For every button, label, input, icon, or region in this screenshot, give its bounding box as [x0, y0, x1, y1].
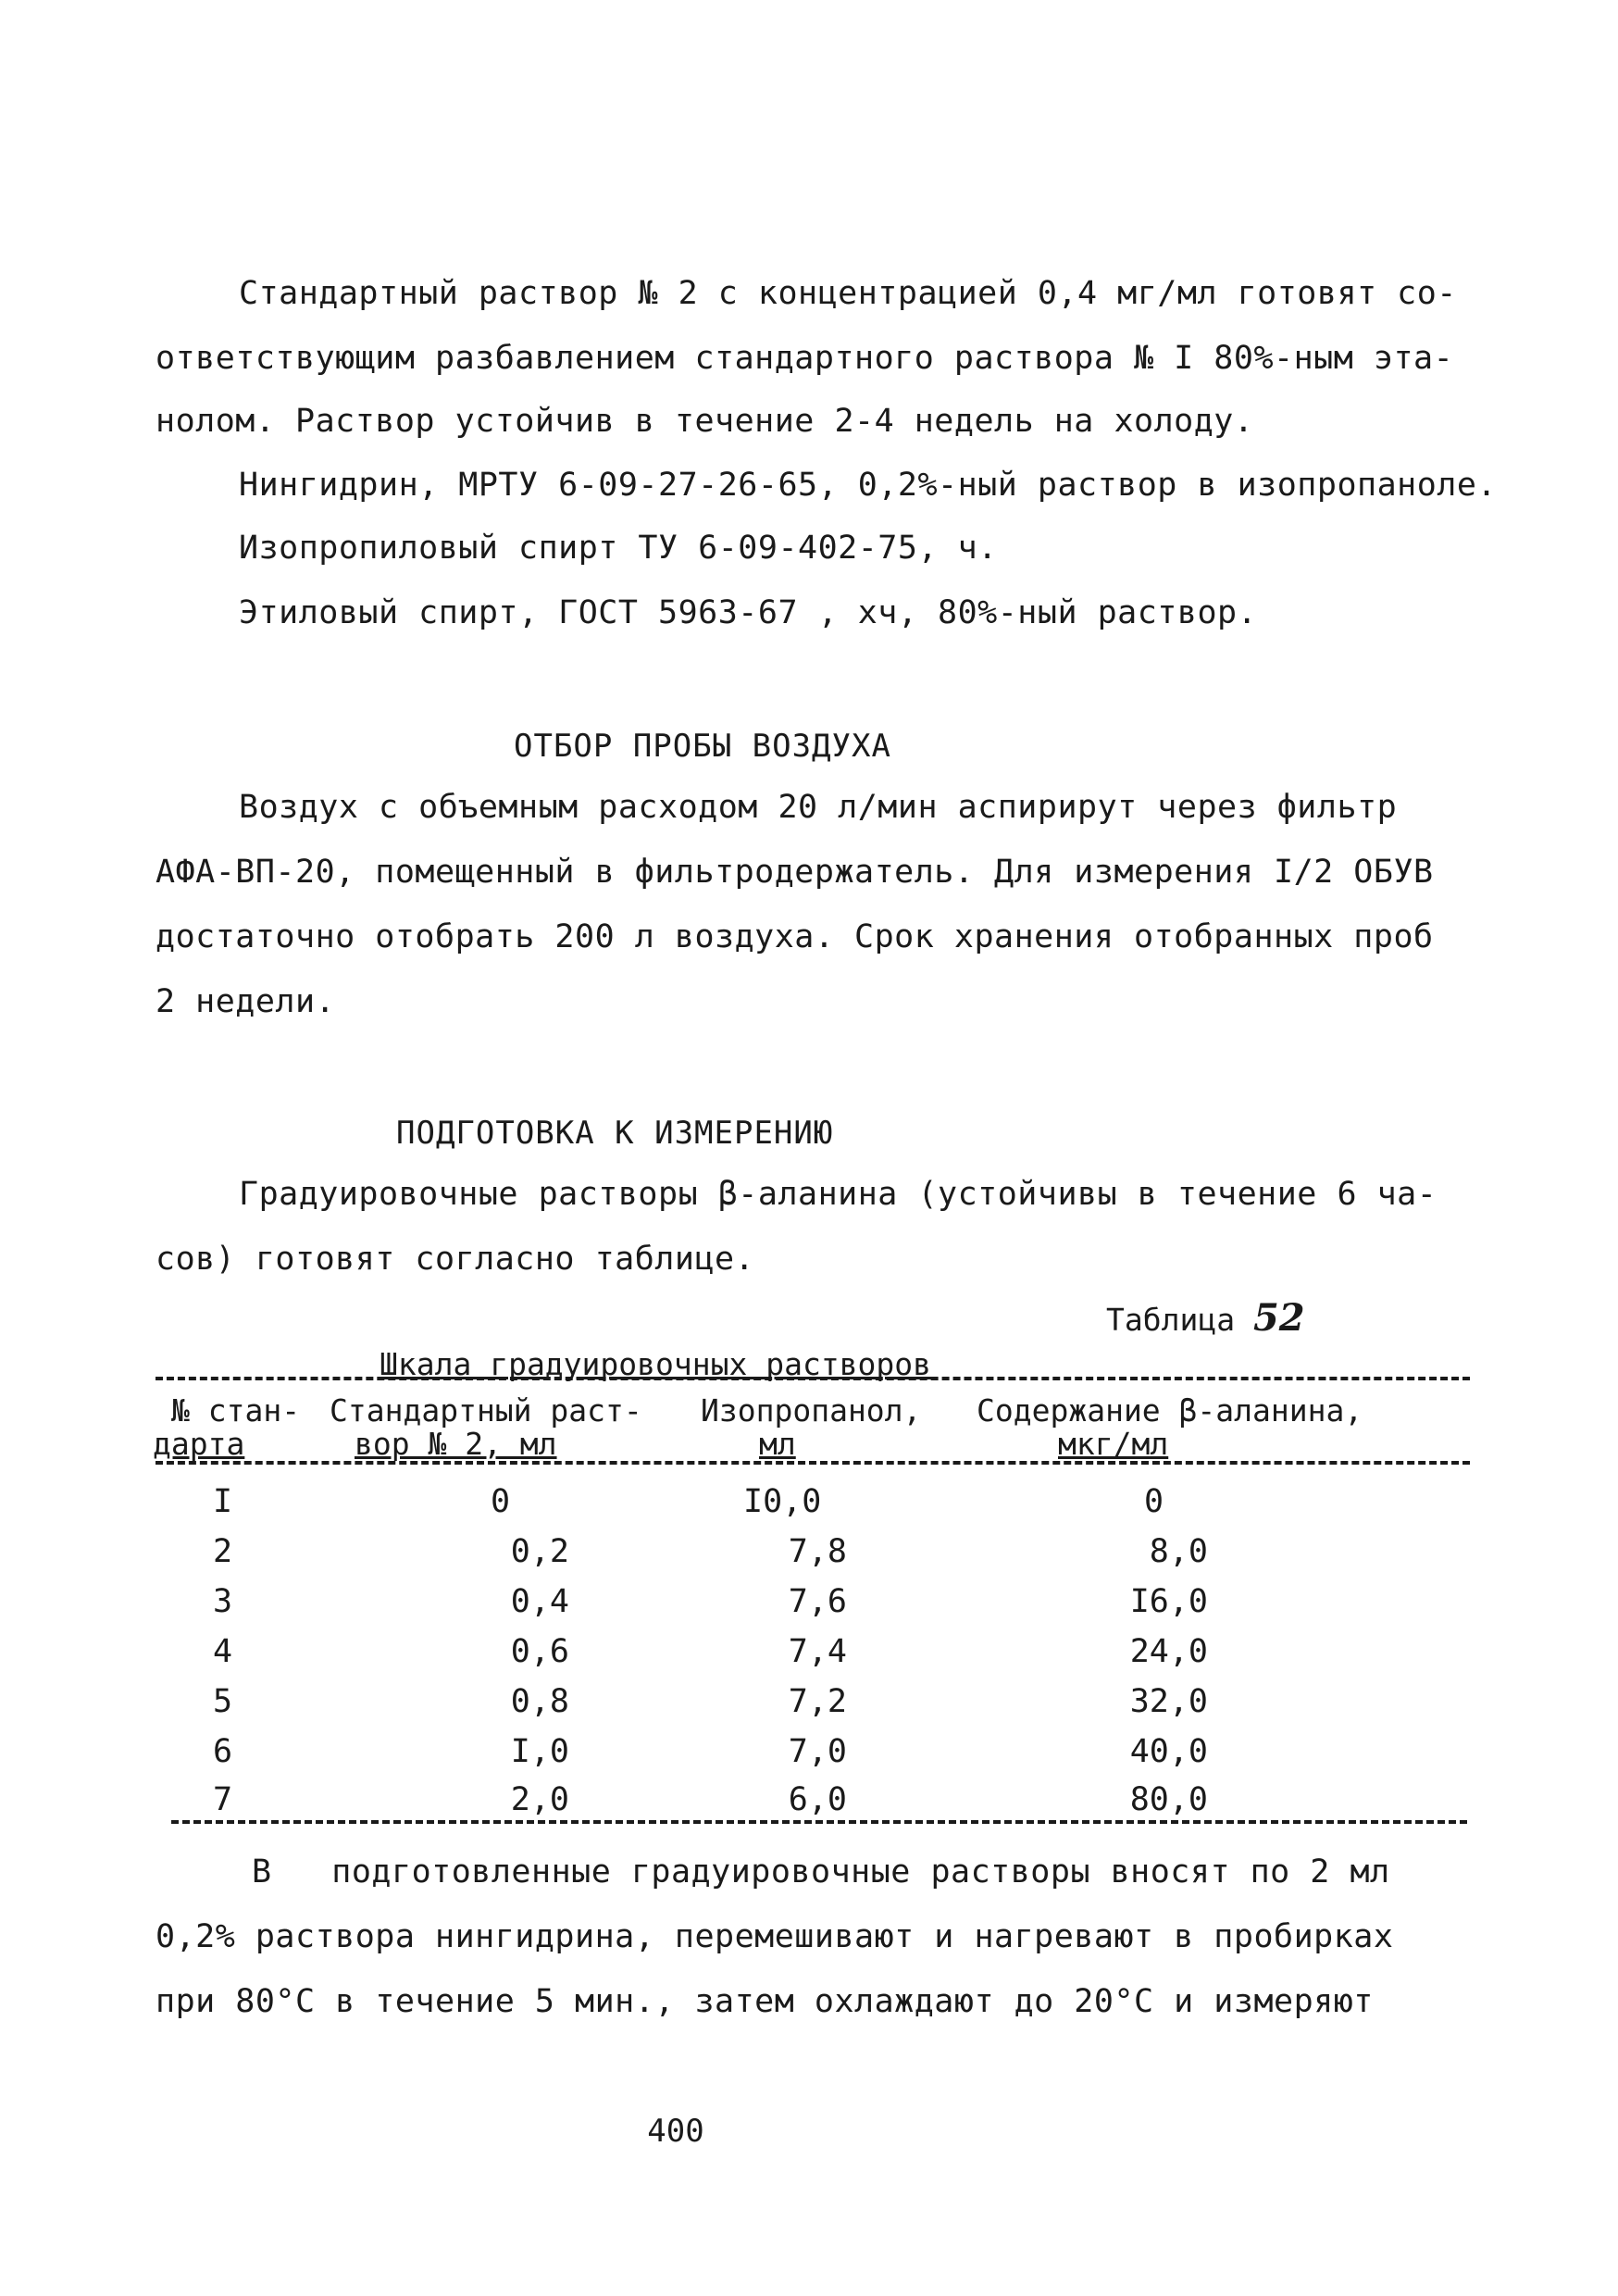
- table-cell-isopropanol: 7,2: [788, 1683, 847, 1720]
- header-col4-line2: мкг/мл: [1058, 1426, 1169, 1462]
- paragraph-line: Воздух с объемным расходом 20 л/мин аспирирут через фильтр: [239, 789, 1398, 826]
- table-caption-number: 52: [1252, 1296, 1305, 1340]
- table-cell-standard-number: 2: [213, 1533, 233, 1570]
- table-cell-standard-number: 3: [213, 1583, 233, 1620]
- table-cell-isopropanol: 7,6: [788, 1583, 847, 1620]
- paragraph-line: Градуировочные растворы β-аланина (устойчивы в течение 6 ча-: [239, 1176, 1438, 1213]
- table-cell-standard-solution: 0: [491, 1483, 511, 1520]
- paragraph-line: Стандартный раствор № 2 с концентрацией 0,4 мг/мл готовят со-: [239, 275, 1457, 312]
- header-col3-line1: Изопропанол,: [701, 1392, 922, 1429]
- table-cell-standard-number: I: [213, 1483, 233, 1520]
- table-cell-isopropanol: 7,0: [788, 1733, 847, 1770]
- table-cell-isopropanol: 6,0: [788, 1781, 847, 1818]
- section-heading: ПОДГОТОВКА К ИЗМЕРЕНИЮ: [396, 1115, 834, 1152]
- header-col4-line1: Содержание β-аланина,: [977, 1392, 1363, 1429]
- table-header-rule: [156, 1461, 1470, 1465]
- table-cell-content: 40,0: [1129, 1733, 1208, 1770]
- table-bottom-rule: [171, 1820, 1467, 1824]
- reagent-line: Нингидрин, МРТУ 6-09-27-26-65, 0,2%-ный раствор в изопропаноле.: [239, 467, 1498, 504]
- table-cell-content: 32,0: [1129, 1683, 1208, 1720]
- table-cell-content: 24,0: [1129, 1633, 1208, 1670]
- table-cell-standard-number: 5: [213, 1683, 233, 1720]
- table-cell-standard-solution: 2,0: [510, 1781, 569, 1818]
- table-cell-standard-number: 4: [213, 1633, 233, 1670]
- paragraph-line: 0,2% раствора нингидрина, перемешивают и нагревают в пробирках: [156, 1918, 1394, 1955]
- paragraph-line: достаточно отобрать 200 л воздуха. Срок хранения отобранных проб: [156, 918, 1434, 955]
- paragraph-line: нолом. Раствор устойчив в течение 2-4 недель на холоду.: [156, 403, 1254, 440]
- section-heading: ОТБОР ПРОБЫ ВОЗДУХА: [514, 728, 891, 765]
- header-col1-line2: дарта: [153, 1426, 245, 1462]
- table-cell-content: 80,0: [1129, 1781, 1208, 1818]
- paragraph-line: АФА-ВП-20, помещенный в фильтродержатель. Для измерения I/2 ОБУВ: [156, 854, 1434, 891]
- page-number: 400: [647, 2113, 704, 2150]
- table-cell-standard-solution: 0,4: [510, 1583, 569, 1620]
- table-cell-isopropanol: 7,8: [788, 1533, 847, 1570]
- table-cell-standard-solution: 0,8: [510, 1683, 569, 1720]
- table-cell-standard-solution: I,0: [510, 1733, 569, 1770]
- table-cell-standard-number: 6: [213, 1733, 233, 1770]
- paragraph-line: сов) готовят согласно таблице.: [156, 1241, 755, 1278]
- table-cell-content: 8,0: [1149, 1533, 1208, 1570]
- header-col2-line2: вор № 2, мл: [355, 1426, 557, 1462]
- header-col1-line1: № стан-: [171, 1392, 301, 1429]
- table-caption-label: Таблица: [1106, 1302, 1236, 1338]
- paragraph-line: В подготовленные градуировочные растворы вносят по 2 мл: [252, 1853, 1390, 1890]
- paragraph-line: ответствующим разбавлением стандартного раствора № I 80%-ным эта-: [156, 340, 1454, 377]
- table-cell-content: 0: [1144, 1483, 1164, 1520]
- paragraph-line: 2 недели.: [156, 983, 336, 1020]
- table-top-rule: [156, 1377, 1470, 1380]
- reagent-line: Изопропиловый спирт ТУ 6-09-402-75, ч.: [239, 530, 998, 567]
- table-cell-isopropanol: 7,4: [788, 1633, 847, 1670]
- table-cell-standard-solution: 0,6: [510, 1633, 569, 1670]
- table-caption: [1106, 1296, 1305, 1340]
- header-col3-line2: мл: [759, 1426, 796, 1462]
- table-cell-standard-solution: 0,2: [510, 1533, 569, 1570]
- header-col2-line1: Стандартный раст-: [330, 1392, 642, 1429]
- table-cell-content: I6,0: [1129, 1583, 1208, 1620]
- reagent-line: Этиловый спирт, ГОСТ 5963-67 , хч, 80%-ный раствор.: [239, 594, 1258, 631]
- table-title: Шкала градуировочных растворов: [380, 1346, 932, 1382]
- paragraph-line: при 80°С в течение 5 мин., затем охлаждают до 20°С и измеряют: [156, 1983, 1374, 2020]
- table-cell-isopropanol: I0,0: [743, 1483, 822, 1520]
- table-cell-standard-number: 7: [213, 1781, 233, 1818]
